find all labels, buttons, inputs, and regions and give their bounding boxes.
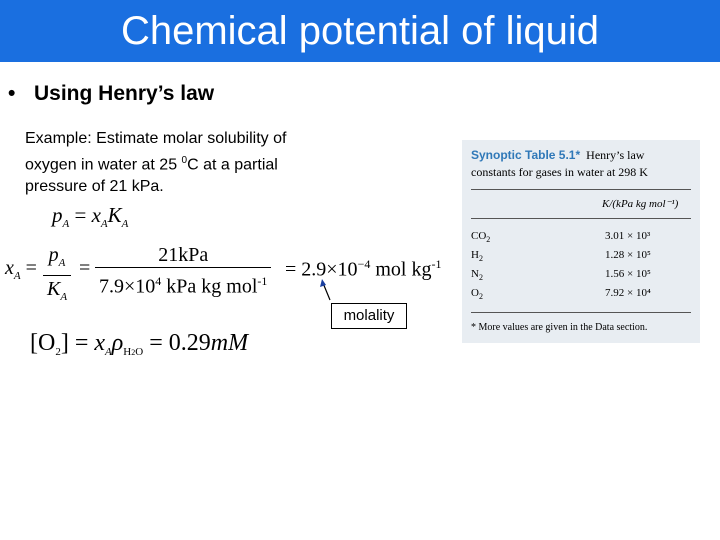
table-footnote: * More values are given in the Data section. xyxy=(471,322,648,333)
table-row xyxy=(471,249,691,265)
eq3-lhs-close: ] xyxy=(60,330,69,356)
eq1-k: K xyxy=(107,203,122,227)
table-gas-cell xyxy=(471,249,483,263)
bullet-icon: • xyxy=(8,82,16,105)
eq2-equals-3: = xyxy=(285,258,297,281)
eq2-result-value: 2.9×10 xyxy=(301,258,358,281)
table-value-cell: 3.01 × 10³ xyxy=(605,230,651,242)
eq1-equals: = xyxy=(74,203,87,227)
eq3-unit: mM xyxy=(210,330,249,356)
table-column-header: K/(kPa kg mol⁻¹) xyxy=(602,198,679,210)
table-value-cell: 1.28 × 10⁵ xyxy=(605,249,651,261)
table-gas-cell xyxy=(471,230,490,244)
eq2-lhs-sub: A xyxy=(13,270,21,282)
eq1-lhs-sub: A xyxy=(62,218,70,230)
gas-subscript: 2 xyxy=(486,235,491,245)
eq2-equals-1: = xyxy=(25,257,37,279)
eq3-lhs: [O xyxy=(30,330,56,356)
eq2-frac2-den-exp: 4 xyxy=(155,274,162,288)
eq2-result-unit-exp: -1 xyxy=(431,257,442,271)
eq2-lhs: x xyxy=(5,257,14,279)
table-row xyxy=(471,268,691,284)
example-line-2b: C at a partial xyxy=(187,156,278,174)
eq2-frac1-den-sub: A xyxy=(60,291,68,303)
eq2-result-exp: −4 xyxy=(357,257,371,271)
example-line-1: Example: Estimate molar solubility of xyxy=(25,130,287,147)
eq2-frac2-den-b: kPa kg mol xyxy=(161,275,258,298)
synoptic-table xyxy=(462,140,700,343)
table-rule-top xyxy=(471,189,691,190)
eq3-rho: ρ xyxy=(111,330,124,356)
eq3-equals: = xyxy=(74,330,89,356)
gas-name: N xyxy=(471,268,479,280)
eq3-rhs: = 0.29 xyxy=(149,330,211,356)
eq3-x-sub: A xyxy=(105,346,112,358)
gas-name: H xyxy=(471,249,479,261)
molality-callout: molality xyxy=(331,303,407,329)
eq3-rho-sub-2: 2 xyxy=(131,348,136,357)
eq3-x: x xyxy=(94,330,106,356)
synoptic-table-caption xyxy=(471,147,696,181)
gas-subscript: 2 xyxy=(478,254,483,264)
eq1-x-sub: A xyxy=(100,218,108,230)
table-gas-cell xyxy=(471,268,483,282)
example-line-2: oxygen in water at 25 xyxy=(25,156,182,174)
gas-name: CO xyxy=(471,230,487,242)
eq2-frac2-den-exp2: -1 xyxy=(257,274,268,288)
table-value-cell: 1.56 × 10⁵ xyxy=(605,268,651,280)
table-gas-cell xyxy=(471,287,483,301)
eq2-frac2-num: 21kPa xyxy=(95,244,271,268)
eq1-lhs: p xyxy=(52,203,63,227)
slide-title: Chemical potential of liquid xyxy=(120,9,600,53)
eq2-equals-2: = xyxy=(79,257,91,279)
synoptic-caption-1: Henry’s law xyxy=(586,148,645,162)
example-line-3: pressure of 21 kPa. xyxy=(25,178,164,196)
synoptic-table-label: Synoptic Table 5.1* xyxy=(471,148,581,162)
degree-superscript: 0 xyxy=(181,155,188,166)
eq3-rho-sub-h: H xyxy=(123,346,132,358)
table-row xyxy=(471,287,691,303)
bullet-text: Using Henry’s law xyxy=(34,82,215,105)
table-rule-header xyxy=(471,218,691,219)
eq2-frac1-num-p: p xyxy=(48,244,59,266)
eq2-result-unit: mol kg xyxy=(370,258,432,281)
eq3-lhs-sub: 2 xyxy=(55,346,61,358)
eq3-rho-sub-o: O xyxy=(135,346,144,358)
eq2-frac1-den-k: K xyxy=(47,278,61,300)
table-row xyxy=(471,230,691,246)
gas-name: O xyxy=(471,287,479,299)
table-value-cell: 7.92 × 10⁴ xyxy=(605,287,651,299)
eq2-frac2-den-a: 7.9×10 xyxy=(99,275,156,298)
table-rule-bottom xyxy=(471,312,691,313)
gas-subscript: 2 xyxy=(478,292,483,302)
synoptic-caption-2: constants for gases in water at 298 K xyxy=(471,165,648,179)
eq1-x: x xyxy=(91,203,101,227)
eq2-frac1-num-sub: A xyxy=(58,257,66,269)
arrow-head xyxy=(320,279,326,287)
eq1-k-sub: A xyxy=(121,218,129,230)
gas-subscript: 2 xyxy=(478,273,483,283)
